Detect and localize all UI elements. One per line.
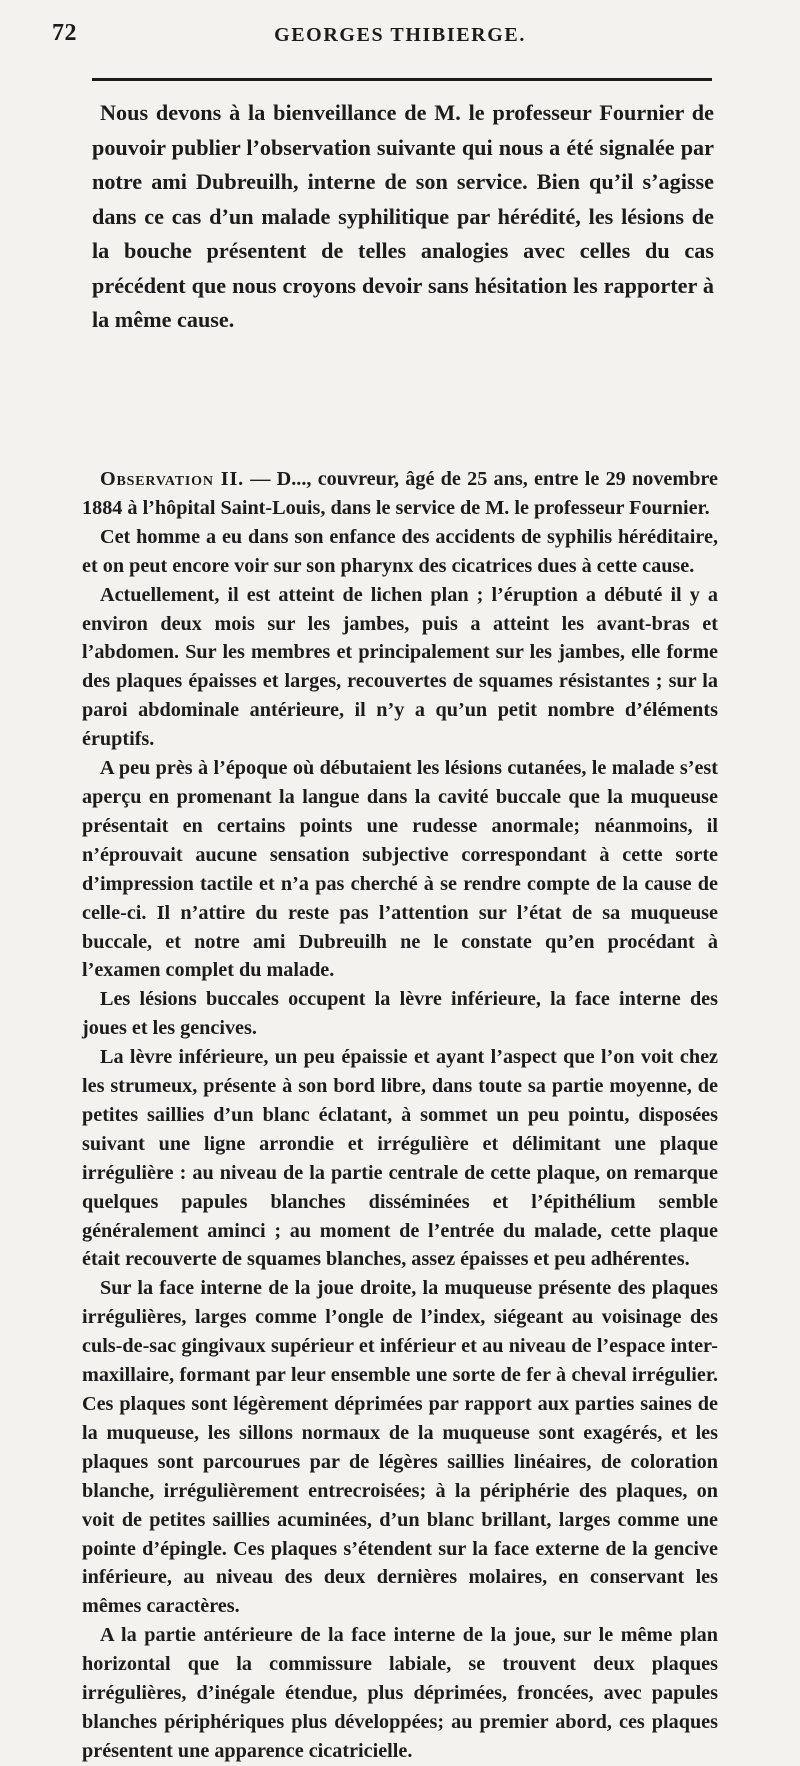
- observation-paragraph: A peu près à l’époque où débutaient les lésions cutanées, le malade s’est aperçu en promenant la langue dans la cavité buccale que la muqueuse présentait en certains points une rudesse anormale; néanmoins, il n’éprouvait aucune sensation subjective correspondant à cette sorte d’impression tactile et n’a pas cherché à se rendre compte de la cause de celle-ci. Il n’attire du reste pas l’attention sur l’état de sa muqueuse buccale, et notre ami Dubreuilh ne le constate qu’en procédant à l’examen complet du malade.: [82, 757, 718, 982]
- observation-paragraph: Actuellement, il est atteint de lichen plan ; l’éruption a débuté il y a environ deux mois sur les jambes, puis a atteint les avant-bras et l’abdomen. Sur les membres et principalement sur les jambes, elle forme des plaques épaisses et larges, recouvertes de squames résistantes ; sur la paroi abdominale antérieure, il n’y a qu’un petit nombre d’éléments éruptifs.: [82, 583, 718, 751]
- observation-section: [82, 465, 718, 1766]
- observation-paragraph: Les lésions buccales occupent la lèvre inférieure, la face interne des joues et les gencives.: [82, 988, 718, 1040]
- observation-paragraph: Sur la face interne de la joue droite, la muqueuse présente des plaques irrégulières, larges comme l’ongle de l’index, siégeant au voisinage des culs-de-sac gingivaux supérieur et inférieur et au niveau de l’espace inter-maxillaire, formant par leur ensemble une sorte de fer à cheval irrégulier. Ces plaques sont légèrement déprimées par rapport aux parties saines de la muqueuse, les sillons normaux de la muqueuse sont exagérés, et les plaques sont parcourues par de légères saillies linéaires, de coloration blanche, irrégulièrement entrecroisées; à la périphérie des plaques, on voit de petites saillies acuminées, d’un blanc brillant, larges comme une pointe d’épingle. Ces plaques s’étendent sur la face externe de la gencive inférieure, au niveau des deux dernières molaires, en conservant les mêmes caractères.: [82, 1277, 718, 1618]
- page-header: [0, 0, 800, 90]
- observation-intro: [82, 465, 718, 523]
- observation-heading: Observation II.: [100, 468, 244, 490]
- running-title: GEORGES THIBIERGE.: [274, 24, 526, 46]
- observation-intro-text: — D..., couvreur, âgé de 25 ans, entre le 29 novembre 1884 à l’hôpital Saint-Louis, dans le service de M. le professeur Fournier.: [82, 468, 718, 519]
- lead-paragraph: Nous devons à la bienveillance de M. le professeur Fournier de pouvoir publier l’observation suivante qui nous a été signalée par notre ami Dubreuilh, interne de son service. Bien qu’il s’agisse dans ce cas d’un malade syphilitique par hérédité, les lésions de la bouche présentent de telles analogies avec celles du cas précédent que nous croyons devoir sans hésitation les rapporter à la même cause.: [92, 100, 714, 332]
- observation-paragraph: A la partie antérieure de la face interne de la joue, sur le même plan horizontal que la commissure labiale, se trouvent deux plaques irrégulières, d’inégale étendue, plus déprimées, froncées, avec papules blanches périphériques plus développées; au premier abord, ces plaques présentent une apparence cicatricielle.: [82, 1624, 718, 1762]
- observation-paragraph: La lèvre inférieure, un peu épaissie et ayant l’aspect que l’on voit chez les strumeux, présente à son bord libre, dans toute sa partie moyenne, de petites saillies d’un blanc éclatant, à sommet un peu pointu, disposées suivant une ligne arrondie et irrégulière et délimitant une plaque irrégulière : au niveau de la partie centrale de cette plaque, on remarque quelques papules blanches disséminées et l’épithélium semble généralement aminci ; au moment de l’entrée du malade, cette plaque était recouverte de squames blanches, assez épaisses et peu adhérentes.: [82, 1046, 718, 1271]
- header-rule: [92, 78, 712, 81]
- page-number: 72: [52, 20, 77, 46]
- observation-paragraph: Cet homme a eu dans son enfance des accidents de syphilis héréditaire, et on peut encore voir sur son pharynx des cicatrices dues à cette cause.: [82, 525, 718, 577]
